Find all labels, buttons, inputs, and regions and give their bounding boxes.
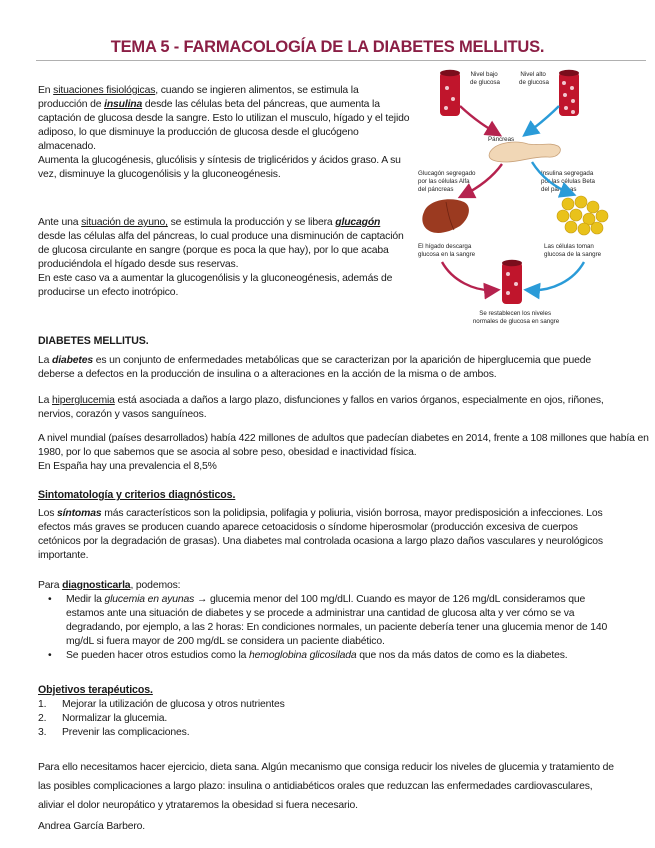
- right-arrow-icon: →: [196, 594, 208, 605]
- b2-italic: hemoglobina glicosilada: [249, 650, 357, 661]
- intro-p1-insulina: insulina: [104, 99, 143, 110]
- bullet-icon: •: [48, 594, 52, 605]
- intro-p1-lead: En: [38, 85, 54, 96]
- arrow-liver-to-normal: [442, 262, 496, 290]
- b1-lead: Medir la: [66, 594, 105, 605]
- objetivos-heading: Objetivos terapéuticos.: [38, 684, 153, 696]
- label-glucagon: Glucagón segregado por las células Alfa del páncreas: [418, 170, 476, 193]
- list-item-text: Normalizar la glucemia.: [62, 713, 168, 724]
- list-item: [42, 593, 614, 649]
- b1-rest: glucemia menor del 100 mg/dLl. Cuando es mayor de 126 mg/dL consideramos que estamos ante una situación de diabetes y se procede a administrar una cantidad de glucosa alta y ver cómo se va degradando, por ejemplo, a las 2 horas: En condiciones normales, un paciente debería tener una glucemia menor de 140 mg/dL si fuera mayor de 200 mg/dL se considera un paciente diabético.: [66, 594, 608, 647]
- label-cells: Las células toman glucosa de la sangre: [544, 243, 602, 258]
- diabetes-p2-rest: está asociada a daños a largo plazo, disfunciones y fallos en varios órganos, especialmente en ojos, riñones, nervios, corazón y vasos sanguíneos.: [38, 395, 604, 420]
- blood-vessel-high-icon: [559, 70, 579, 116]
- glucose-regulation-diagram: [416, 66, 616, 332]
- diabetes-p1-lead: La: [38, 355, 52, 366]
- list-number: 1.: [38, 699, 47, 710]
- body-cells-icon: [557, 196, 608, 235]
- objetivos-paragraph: [38, 758, 618, 815]
- intro-p1-text-a: , cuando se ingieren alimentos, se estimula la producción de: [38, 85, 359, 110]
- arrow-high-to-pancreas: [526, 106, 559, 134]
- intro-p1-physio-link: situaciones fisiológicas: [53, 85, 156, 96]
- list-item: [38, 698, 598, 712]
- label-pancreas: Páncreas: [488, 136, 515, 143]
- sintomas-paragraph-2: [38, 579, 618, 593]
- diabetes-paragraph-2: [38, 394, 618, 422]
- b2-lead: Se pueden hacer otros estudios como la: [66, 650, 250, 661]
- page-title: TEMA 5 - FARMACOLOGÍA DE LA DIABETES MELLITUS.: [110, 38, 545, 56]
- sintomas-p1-word: síntomas: [57, 508, 102, 519]
- bullet-icon: •: [48, 650, 52, 661]
- sintomas-heading: Sintomatología y criterios diagnósticos.: [38, 489, 236, 501]
- intro-p2-glucagon: glucagón: [335, 217, 381, 228]
- list-number: 2.: [38, 713, 47, 724]
- list-item: [38, 726, 598, 740]
- author: Andrea García Barbero.: [38, 821, 146, 832]
- list-item: [42, 649, 614, 663]
- sintomas-p2-lead: Para: [38, 580, 63, 591]
- diagnostic-list: [42, 593, 614, 663]
- diabetes-p2-lead: La: [38, 395, 52, 406]
- blood-vessel-low-icon: [440, 70, 460, 116]
- intro-paragraph-2: [38, 216, 410, 300]
- sintomas-paragraph-1: [38, 507, 618, 563]
- intro-p2-lead: Ante una: [38, 217, 82, 228]
- diabetes-p3-text: A nivel mundial (países desarrollados) había 422 millones de adultos que padecían diabetes en 2014, frente a 108 millones que había en 1980, por lo que sabemos que se asocia al sobre peso, obesidad e inactividad física.: [38, 433, 649, 458]
- label-high-glucose: Nivel alto de glucosa: [519, 71, 549, 86]
- diabetes-p4-text: En España hay una prevalencia el 8,5%: [38, 461, 217, 472]
- diabetes-heading: DIABETES MELLITUS.: [38, 335, 149, 347]
- pancreas-icon: [489, 142, 560, 162]
- b2-rest: que nos da más datos de como es la diabetes.: [356, 650, 568, 661]
- diabetes-paragraph-1: [38, 354, 618, 382]
- intro-p2-text-b: desde las células alfa del páncreas, lo cual produce una disminución de captación de glucosa circulante en sangre (porque es poca la que hay), por lo que acaba produciéndola el hígado desde sus reservas.: [38, 231, 404, 270]
- diabetes-paragraph-3: [38, 432, 650, 474]
- title-divider: [36, 60, 646, 61]
- list-number: 3.: [38, 727, 47, 738]
- sintomas-p2-rest: , podemos:: [130, 580, 181, 591]
- objetivos-list: [38, 698, 598, 740]
- sintomas-p1-lead: Los: [38, 508, 58, 519]
- liver-icon: [422, 199, 469, 233]
- label-insulin: Insulina segregada por las células Beta del páncreas: [541, 170, 595, 193]
- diabetes-p1-rest: es un conjunto de enfermedades metabólicas que se caracterizan por la aparición de hiperglucemia que puede deberse a defectos en la producción de insulina o a alteraciones en la acción de la misma o de ambos.: [38, 355, 592, 380]
- list-item-text: Prevenir las complicaciones.: [62, 727, 190, 738]
- hiperglucemia-link: hiperglucemia: [52, 395, 115, 406]
- b1-italic: glucemia en ayunas: [104, 594, 195, 605]
- list-item: [38, 712, 598, 726]
- intro-p2-fasting-link: situación de ayuno,: [81, 217, 168, 228]
- sintomas-p1-rest: más característicos son la polidipsia, polifagia y poliuria, visión borrosa, mayor predisposición a infecciones. Los efectos más graves se producen cuando aparece cetoacidosis o síndome hiperosmolar (producción excesiva de cuerpos cetónicos por la degradación de grasas). Una diabetes mal controlada ocasiona a largo plazo daños vasculares y neurológicos importante.: [38, 508, 603, 561]
- intro-p1-text-b: desde las células beta del páncreas, que aumenta la captación de glucosa desde la sangre. Esto lo utilizan el musculo, hígado y el tejido adiposo, lo que disminuye la producción de glucosa desde el glucógeno almacenado.: [38, 99, 410, 152]
- label-liver: El hígado descarga glucosa en la sangre: [418, 243, 476, 258]
- intro-p2-text-a: se estimula la producción y se libera: [167, 217, 336, 228]
- label-restore: Se restablecen los niveles normales de glucosa en sangre: [472, 310, 560, 325]
- intro-paragraph-1: [38, 84, 410, 182]
- diagnosticarla-word: diagnosticarla: [62, 580, 131, 591]
- list-item-text: Mejorar la utilización de glucosa y otros nutrientes: [62, 699, 285, 710]
- objetivos-paragraph-text: Para ello necesitamos hacer ejercicio, dieta sana. Algún mecanismo que consiga reducir los niveles de glucemia y tratamiento de las posibles complicaciones a largo plazo: insulina o antidiabéticos orales que reduzcan las enfermedades cardiovasculares, aliviar el dolor neuropático y ytrataremos la obesidad si fuera necesario.: [38, 762, 614, 811]
- diabetes-p1-word: diabetes: [52, 355, 93, 366]
- intro-p1-text-c: Aumenta la glucogénesis, glucólisis y síntesis de triglicéridos y ácidos graso. A su vez, disminuye la glucogenólisis y la gluconeogénesis.: [38, 155, 401, 180]
- arrow-low-to-pancreas: [460, 106, 498, 134]
- blood-vessel-normal-icon: [502, 260, 522, 304]
- label-low-glucose: Nivel bajo de glucosa: [470, 71, 500, 86]
- intro-p2-text-c: En este caso va a aumentar la glucogenólisis y la gluconeogénesis, además de producirse un efecto inotrópico.: [38, 273, 393, 298]
- arrow-cells-to-normal: [528, 262, 584, 290]
